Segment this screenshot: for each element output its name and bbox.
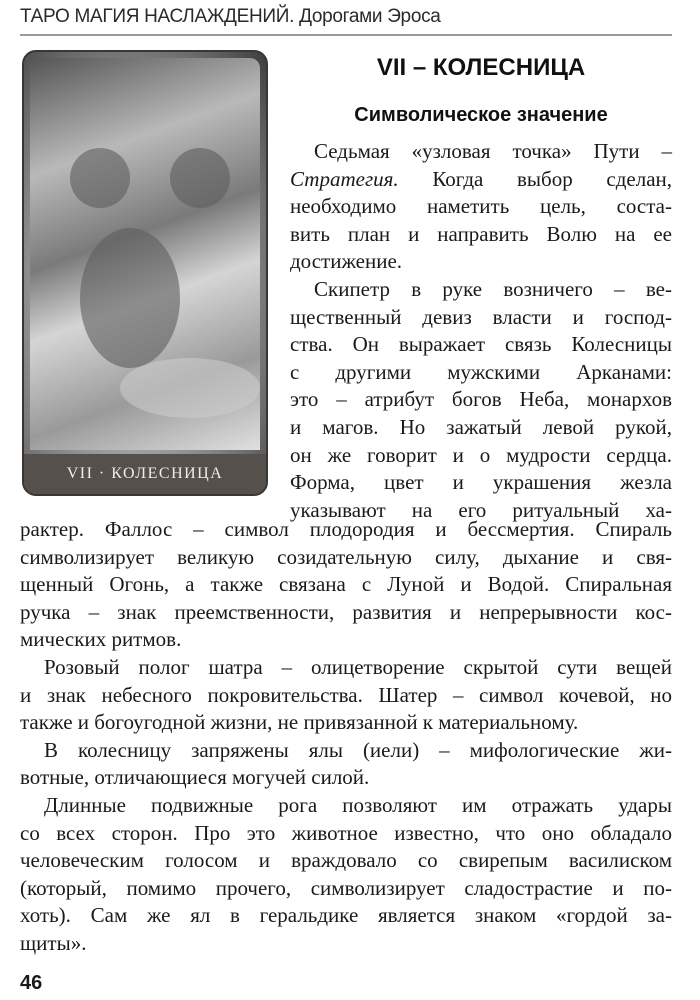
- text-line: необходимо наметить цель, соста-: [290, 194, 672, 219]
- text-line: достижение.: [290, 249, 403, 274]
- text-line: щественный девиз власти и господ-: [290, 304, 672, 329]
- text-line: Форма, цвет и украшения жезла: [290, 470, 672, 495]
- text-line: вотные, отличающиеся могучей силой.: [20, 765, 370, 790]
- text-line: с другими мужскими Арканами:: [290, 359, 672, 384]
- emphasis: Стратегия.: [290, 166, 399, 191]
- full-width-text: [20, 516, 672, 958]
- text-line: В колесницу запряжены ялы (иели) – мифологические жи-: [44, 737, 672, 762]
- text-line: хоть). Сам же ял в геральдике является знаком «гордой за-: [20, 903, 672, 928]
- running-header: ТАРО МАГИЯ НАСЛАЖДЕНИЙ. Дорогами Эроса: [20, 6, 441, 27]
- text-line: Розовый полог шатра – олицетворение скрытой сути вещей: [44, 654, 672, 679]
- text-line: Длинные подвижные рога позволяют им отражать удары: [44, 792, 672, 817]
- text-line: вить план и направить Волю на ее: [290, 221, 672, 246]
- text-line: указывают на его ритуальный ха-: [290, 497, 672, 522]
- text-line: и знак небесного покровительства. Шатер – символ кочевой, но: [20, 682, 672, 707]
- text-line: ства. Он выражает связь Колесницы: [290, 332, 672, 357]
- text-line: он же говорит и о мудрости сердца.: [290, 442, 672, 467]
- section-subtitle: Символическое значение: [354, 104, 608, 126]
- card-artwork: [30, 58, 260, 450]
- text-line: Скипетр в руке возничего – ве-: [314, 276, 672, 301]
- text-line: рактер. Фаллос – символ плодородия и бессмертия. Спираль: [20, 517, 672, 541]
- card-caption: VII · КОЛЕСНИЦА: [24, 454, 266, 494]
- header-divider: [20, 34, 672, 36]
- right-column-text: [290, 138, 672, 524]
- text-line: и магов. Но зажатый левой рукой,: [290, 414, 672, 439]
- text-line: ручка – знак преемственности, развития и непрерывности кос-: [20, 599, 672, 624]
- text-line: [290, 166, 672, 194]
- page-number: 46: [20, 972, 43, 994]
- text-span: Когда выбор сделан,: [398, 166, 672, 191]
- tarot-card-illustration: [22, 50, 268, 496]
- text-line: символизирует великую созидательную силу, дыхание и свя-: [20, 544, 672, 569]
- text-line: щиты».: [20, 930, 87, 955]
- text-line: со всех сторон. Про это животное известно, что оно обладало: [20, 820, 672, 845]
- text-line: также и богоугодной жизни, не привязанной к материальному.: [20, 710, 579, 735]
- text-line: Седьмая «узловая точка» Пути –: [314, 139, 672, 163]
- chapter-title: VII – КОЛЕСНИЦА: [376, 54, 586, 81]
- text-line: (который, помимо прочего, символизирует сладострастие и по-: [20, 875, 672, 900]
- text-line: щенный Огонь, а также связана с Луной и Водой. Спиральная: [20, 572, 672, 597]
- text-line: человеческим голосом и враждовало со свирепым василиском: [20, 848, 672, 873]
- text-line: мических ритмов.: [20, 627, 182, 652]
- text-line: это – атрибут богов Неба, монархов: [290, 387, 672, 412]
